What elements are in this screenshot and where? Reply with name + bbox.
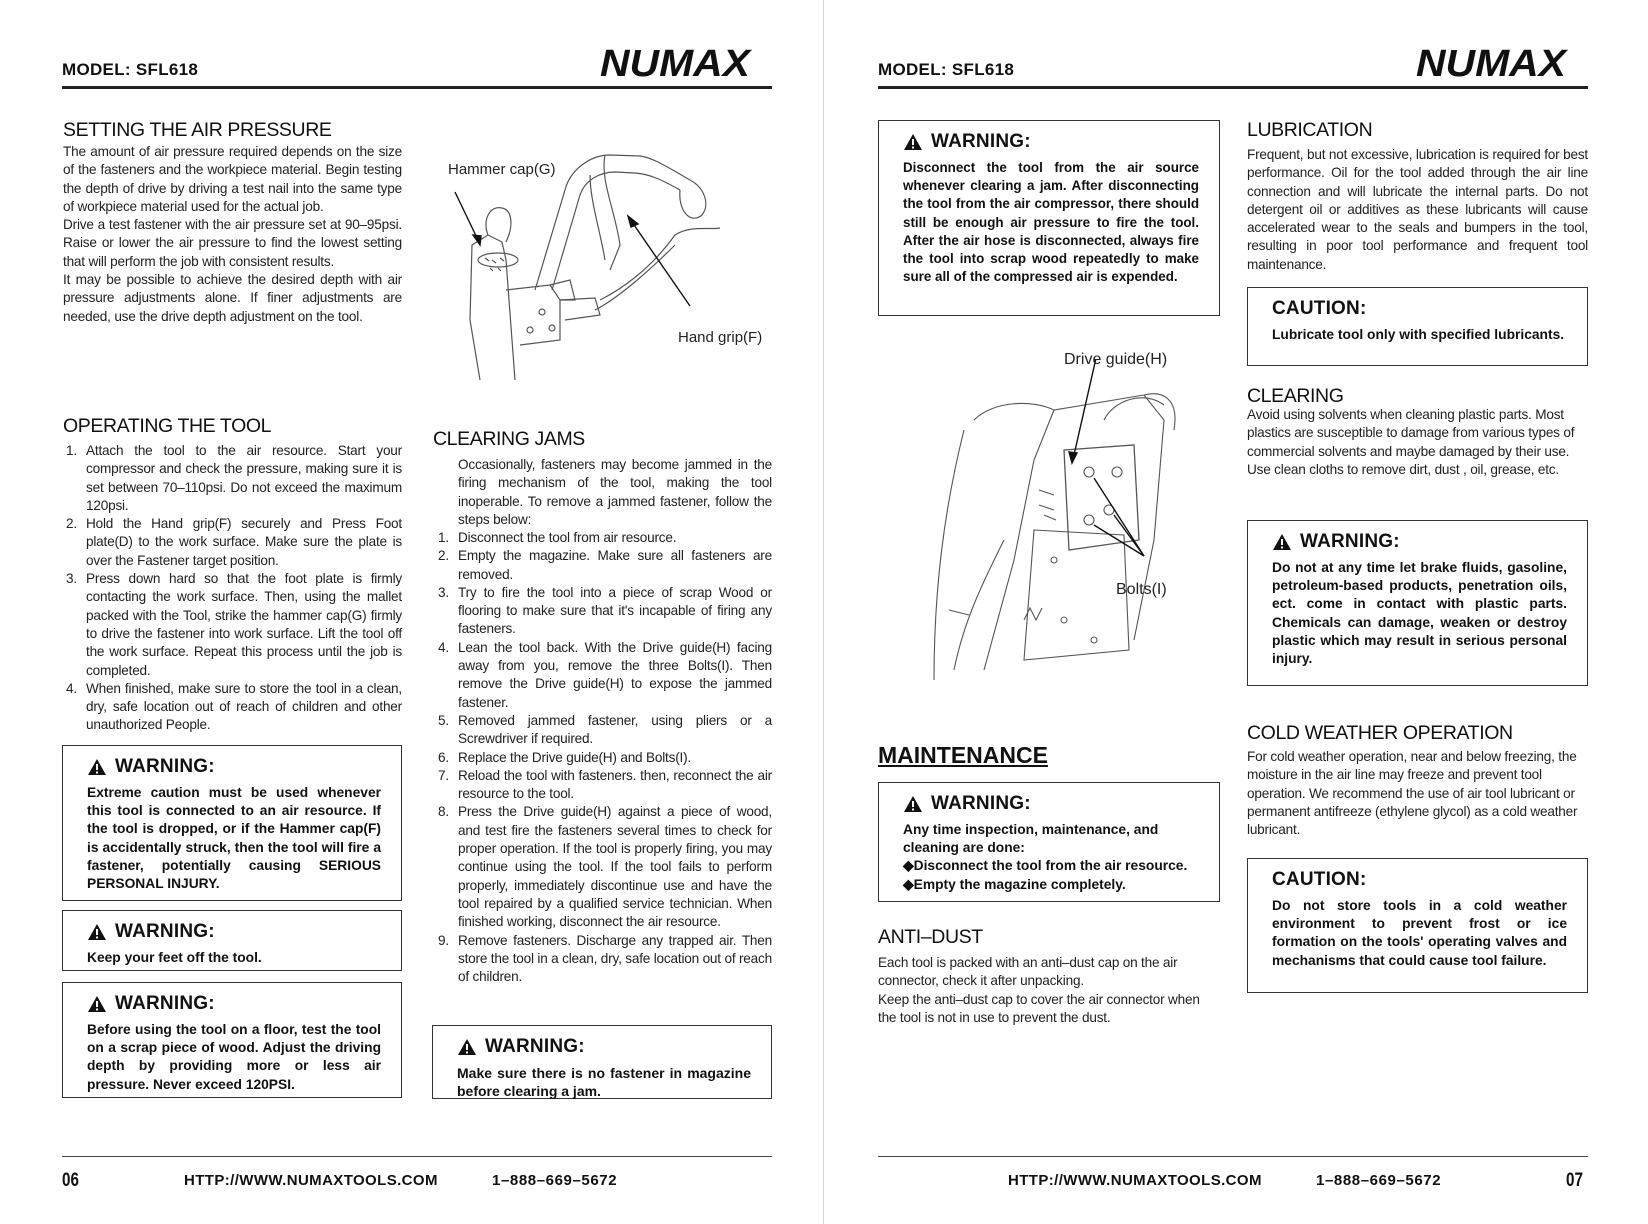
list-item: ◆Empty the magazine completely. bbox=[903, 876, 1126, 892]
callout-drive-guide: Drive guide(H) bbox=[1064, 351, 1168, 368]
footer-phone: 1–888–669–5672 bbox=[1316, 1172, 1442, 1189]
list-item bbox=[434, 584, 772, 639]
warning-box-no-fastener bbox=[432, 1025, 772, 1099]
warning-title bbox=[87, 921, 381, 943]
clearing-jams-intro: Occasionally, fasteners may become jammed in the firing mechanism of the tool, making the tool inoperable. To remove a jammed fastener, follow the steps below: bbox=[458, 457, 772, 527]
page-number: 06 bbox=[62, 1170, 79, 1191]
warning-title-text: WARNING: bbox=[115, 756, 215, 777]
step-text: Removed jammed fastener, using pliers or a Screwdriver if required. bbox=[458, 712, 772, 747]
warning-box-floor-test bbox=[62, 982, 402, 1098]
footer-phone: 1–888–669–5672 bbox=[492, 1172, 618, 1189]
warning-triangle-icon bbox=[457, 1038, 477, 1056]
model-label: MODEL: SFL618 bbox=[62, 60, 199, 79]
warning-title-text: WARNING: bbox=[931, 793, 1031, 814]
step-number: 4. bbox=[438, 639, 449, 655]
list-item bbox=[434, 639, 772, 712]
numax-logo bbox=[598, 44, 770, 82]
warning-triangle-icon bbox=[87, 923, 107, 941]
paragraph: The amount of air pressure required depends on the size of the fasteners and the workpiece material. Begin testing the depth of drive by driving a test nail into the same type of workpiece material used for the actual job. bbox=[63, 144, 402, 214]
header-rule bbox=[878, 86, 1588, 89]
warning-triangle-icon bbox=[87, 758, 107, 776]
list-item bbox=[62, 680, 402, 735]
header-rule bbox=[62, 86, 772, 89]
warning-title bbox=[457, 1036, 751, 1058]
warning-title bbox=[1272, 531, 1567, 553]
warning-triangle-icon bbox=[1272, 533, 1292, 551]
anti-dust-text bbox=[878, 954, 1220, 1027]
footer-rule bbox=[878, 1156, 1588, 1157]
cold-weather-text: For cold weather operation, near and below freezing, the moisture in the air line may freeze and prevent tool operation. We recommend the use of air tool lubricant or permanent antifreeze (ethylene glycol) as a cold weather lubricant. bbox=[1247, 749, 1578, 838]
list-item bbox=[434, 803, 772, 931]
list-item bbox=[434, 529, 772, 547]
warning-box-maintenance bbox=[878, 782, 1220, 902]
step-text: Hold the Hand grip(F) securely and Press Foot plate(D) to the work surface. Make sure the plate is over the Fastener target position. bbox=[86, 516, 402, 568]
warning-title bbox=[903, 793, 1199, 815]
section-title-anti-dust: ANTI–DUST bbox=[878, 926, 983, 948]
footer-url: HTTP://WWW.NUMAXTOOLS.COM bbox=[184, 1172, 438, 1189]
air-pressure-text bbox=[63, 143, 402, 326]
step-number: 4. bbox=[66, 680, 77, 696]
callout-hammer-cap: Hammer cap(G) bbox=[448, 161, 556, 178]
caution-box-lubricants bbox=[1247, 287, 1588, 366]
warning-title bbox=[903, 131, 1199, 153]
caution-text: Do not store tools in a cold weather environment to prevent frost or ice formation on the tools' operating valves and mechanisms that could cause tool failure. bbox=[1272, 898, 1567, 968]
operating-steps bbox=[62, 442, 402, 735]
warning-intro: Any time inspection, maintenance, and cleaning are done: bbox=[903, 822, 1159, 856]
step-text: Replace the Drive guide(H) and Bolts(I). bbox=[458, 749, 692, 765]
warning-title-text: WARNING: bbox=[931, 131, 1031, 152]
list-item bbox=[62, 515, 402, 570]
step-text: Empty the magazine. Make sure all fasteners are removed. bbox=[458, 548, 772, 582]
paragraph: It may be possible to achieve the desired depth with air pressure adjustments alone. If finer adjustments are needed, use the drive depth adjustment on the tool. bbox=[63, 272, 402, 324]
warning-box-plastic bbox=[1247, 520, 1588, 686]
step-number: 2. bbox=[438, 548, 449, 564]
list-item: ◆Disconnect the tool from the air resource. bbox=[903, 858, 1188, 874]
page-07 bbox=[824, 0, 1648, 1224]
step-text: Reload the tool with fasteners. then, reconnect the air resource to the tool. bbox=[458, 767, 772, 802]
warning-text: Do not at any time let brake fluids, gasoline, petroleum-based products, penetration oils, ect. come in contact with plastic parts. Chemicals can damage, weaken or destroy plastic which may result in serious personal injury. bbox=[1272, 560, 1567, 667]
footer-url: HTTP://WWW.NUMAXTOOLS.COM bbox=[1008, 1172, 1262, 1189]
warning-text: Disconnect the tool from the air source whenever clearing a jam. After disconnecting the tool from the air compressor, there should still be enough air pressure to fire the tool. After the air hose is disconnected, always fire the tool into scrap wood repeatedly to make sure all of the compressed air is expended. bbox=[903, 160, 1199, 285]
step-text: Press down hard so that the foot plate is firmly contacting the work surface. Then, using the mallet packed with the Tool, strike the hammer cap(G) firmly to drive the fastener into work surface. Lift the tool off the work surface. Repeat this process until the job is completed. bbox=[86, 571, 402, 678]
list-item bbox=[434, 932, 772, 987]
step-number: 8. bbox=[438, 804, 449, 820]
step-number: 7. bbox=[438, 767, 449, 783]
section-title-maintenance: MAINTENANCE bbox=[878, 742, 1048, 768]
step-number: 3. bbox=[438, 584, 449, 600]
paragraph: Drive a test fastener with the air pressure set at 90–95psi. Raise or lower the air pressure to find the lowest setting that will perform the job with consistent results. bbox=[63, 217, 402, 269]
step-number: 1. bbox=[438, 530, 449, 545]
caution-box-cold bbox=[1247, 858, 1588, 993]
warning-triangle-icon bbox=[87, 995, 107, 1013]
list-item bbox=[62, 442, 402, 515]
paragraph: Each tool is packed with an anti–dust cap on the air connector, check it after unpacking. bbox=[878, 955, 1178, 989]
callout-bolts: Bolts(I) bbox=[1116, 581, 1167, 598]
warning-text: Before using the tool on a floor, test the tool on a scrap piece of wood. Adjust the driving depth by providing more or less air pressure. Never exceed 120PSI. bbox=[87, 1022, 381, 1092]
callout-hand-grip: Hand grip(F) bbox=[678, 329, 763, 346]
warning-text: Extreme caution must be used whenever this tool is connected to an air resource. If the tool is dropped, or if the Hammer cap(F) is accidentally struck, then the tool will fire a fastener, potentially causing SERIOUS PERSONAL INJURY. bbox=[87, 785, 381, 892]
warning-title bbox=[87, 756, 381, 778]
list-item bbox=[62, 570, 402, 680]
footer-rule bbox=[62, 1156, 772, 1157]
step-number: 5. bbox=[438, 712, 449, 728]
warning-triangle-icon bbox=[903, 133, 923, 151]
step-text: Try to fire the tool into a piece of scrap Wood or flooring to make sure that it's incapable of firing any fasteners. bbox=[458, 584, 772, 637]
step-text: Disconnect the tool from air resource. bbox=[458, 530, 677, 545]
numax-logo bbox=[1414, 44, 1586, 82]
page-number: 07 bbox=[1566, 1170, 1583, 1191]
warning-title-text: WARNING: bbox=[485, 1036, 585, 1057]
step-text: Lean the tool back. With the Drive guide(H) facing away from you, remove the three Bolts(I). Then remove the Drive guide(H) to expose the jammed fastener. bbox=[458, 639, 772, 710]
warning-box-disconnect bbox=[878, 120, 1220, 316]
caution-text: Lubricate tool only with specified lubricants. bbox=[1272, 327, 1565, 342]
step-number: 9. bbox=[438, 932, 449, 948]
section-title-cold-weather: COLD WEATHER OPERATION bbox=[1247, 722, 1513, 744]
step-number: 1. bbox=[66, 443, 77, 458]
numax-logo-text: NUMAX bbox=[600, 44, 753, 82]
section-title-clearing-jams: CLEARING JAMS bbox=[433, 428, 585, 450]
warning-triangle-icon bbox=[903, 795, 923, 813]
warning-box-feet bbox=[62, 910, 402, 971]
warning-title-text: WARNING: bbox=[115, 921, 215, 942]
paragraph: Keep the anti–dust cap to cover the air connector when the tool is not in use to prevent the dust. bbox=[878, 991, 1200, 1025]
list-item bbox=[434, 767, 772, 804]
warning-title-text: WARNING: bbox=[115, 993, 215, 1014]
section-title-clearing: CLEARING bbox=[1247, 385, 1344, 407]
list-item bbox=[434, 749, 772, 767]
numax-logo-text: NUMAX bbox=[1416, 44, 1569, 82]
warning-text bbox=[903, 821, 1199, 894]
warning-title bbox=[87, 993, 381, 1015]
clearing-text: Avoid using solvents when cleaning plastic parts. Most plastics are susceptible to damage from various types of commercial solvents and maybe damaged by their use. Use clean cloths to remove dirt, dust , oil, grease, etc. bbox=[1247, 407, 1575, 477]
section-title-operating: OPERATING THE TOOL bbox=[63, 415, 272, 437]
clearing-jams-steps bbox=[434, 529, 772, 986]
warning-text: Keep your feet off the tool. bbox=[87, 950, 262, 965]
lubrication-text: Frequent, but not excessive, lubrication is required for best performance. Oil for the tool added through the air line connection and will lubricate the internal parts. Do not detergent oil or additives as these lubricants will cause accelerated wear to the seals and bumpers in the tool, resulting in poor tool performance and frequent tool maintenance. bbox=[1247, 147, 1588, 272]
section-title-lubrication: LUBRICATION bbox=[1247, 119, 1373, 141]
step-number: 2. bbox=[66, 516, 77, 532]
step-text: Attach the tool to the air resource. Start your compressor and check the pressure, making sure it is set between 70–110psi. Do not exceed the maximum 120psi. bbox=[86, 443, 402, 513]
step-text: When finished, make sure to store the tool in a clean, dry, safe location out of reach of children and other unauthorized People. bbox=[86, 680, 402, 733]
step-text: Press the Drive guide(H) against a piece of wood, and test fire the fasteners several times to check for proper operation. If the tool is properly firing, you may continue using the tool. If the tool fails to perform properly, immediately discontinue use and have the tool repaired by a qualified service technician. When finished working, disconnect the air resource. bbox=[458, 804, 772, 930]
step-number: 6. bbox=[438, 749, 449, 765]
model-label: MODEL: SFL618 bbox=[878, 60, 1015, 79]
warning-title-text: WARNING: bbox=[1300, 531, 1400, 552]
section-title-air-pressure: SETTING THE AIR PRESSURE bbox=[63, 119, 332, 141]
warning-text: Make sure there is no fastener in magazine before clearing a jam. bbox=[457, 1065, 751, 1100]
caution-title: CAUTION: bbox=[1272, 869, 1367, 890]
list-item bbox=[434, 547, 772, 584]
drive-guide-illustration bbox=[904, 360, 1224, 690]
warning-box-extreme-caution bbox=[62, 745, 402, 901]
caution-title: CAUTION: bbox=[1272, 298, 1367, 319]
list-item bbox=[434, 712, 772, 749]
step-text: Remove fasteners. Discharge any trapped air. Then store the tool in a clean, dry, safe location out of reach of children. bbox=[458, 932, 772, 985]
step-number: 3. bbox=[66, 571, 77, 587]
